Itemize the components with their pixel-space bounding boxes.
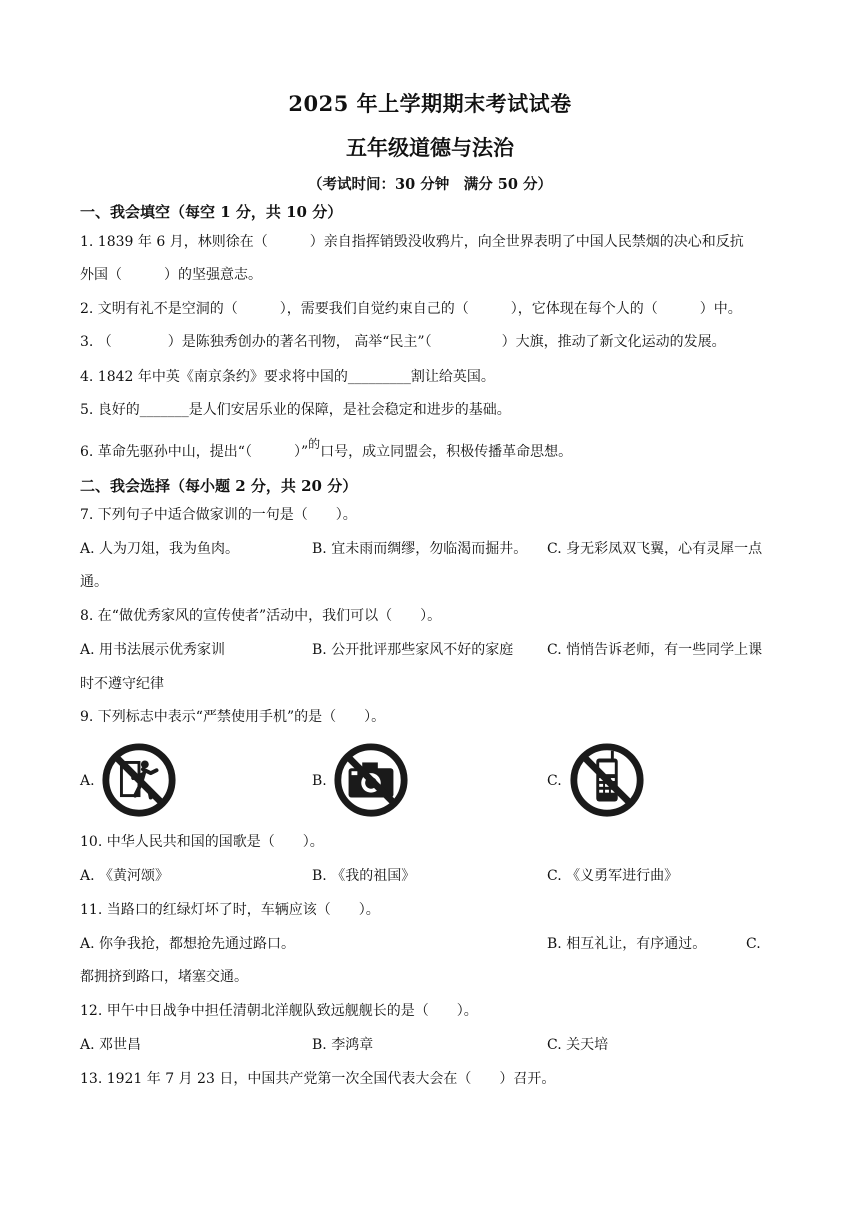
question-6-before: 6. 革命先驱孙中山，提出“（ ）” (80, 444, 309, 460)
question-8-option-c-cont: 时不遵守纪律 (80, 676, 164, 692)
question-11-option-b: B. 相互礼让，有序通过。 (547, 936, 707, 952)
question-10-option-b: B. 《我的祖国》 (312, 868, 416, 884)
question-9-option-c: C. (547, 773, 562, 789)
question-11: 11. 当路口的红绿灯坏了时，车辆应该（ ）。 (80, 902, 380, 918)
question-4: 4. 1842 年中英《南京条约》要求将中国的_________割让给英国。 (80, 369, 495, 385)
question-7-option-c: C. 身无彩凤双飞翼，心有灵犀一点 (547, 541, 763, 557)
no-entry-person-icon (100, 741, 178, 819)
question-10-option-c: C. 《义勇军进行曲》 (547, 868, 679, 884)
question-9-option-a: A. (80, 773, 95, 789)
question-7-option-c-cont: 通。 (80, 574, 108, 590)
question-1-line2: 外国（ ）的坚强意志。 (80, 267, 262, 283)
question-6 (80, 437, 573, 462)
question-8-option-a: A. 用书法展示优秀家训 (80, 642, 226, 658)
exam-subject: 五年级道德与法治 (346, 135, 514, 160)
question-8-option-c: C. 悄悄告诉老师，有一些同学上课 (547, 642, 763, 658)
question-2: 2. 文明有礼不是空洞的（ ），需要我们自觉约束自己的（ ），它体现在每个人的（ ）中。 (80, 301, 742, 317)
section1-heading: 一、我会填空（每空 1 分，共 10 分） (80, 203, 343, 221)
question-12-option-a: A. 邓世昌 (80, 1037, 142, 1053)
question-13: 13. 1921 年 7 月 23 日，中国共产党第一次全国代表大会在（ ）召开。 (80, 1071, 556, 1087)
no-camera-icon (332, 741, 410, 819)
question-3: 3. （ ）是陈独秀创办的著名刊物， 高举“民主”（ ）大旗，推动了新文化运动的发展。 (80, 334, 726, 350)
question-9-option-b: B. (312, 773, 327, 789)
question-7: 7. 下列句子中适合做家训的一句是（ ）。 (80, 507, 357, 523)
question-11-option-a: A. 你争我抢，都想抢先通过路口。 (80, 936, 296, 952)
section2-heading: 二、我会选择（每小题 2 分，共 20 分） (80, 477, 358, 495)
question-11-option-c: C. (746, 936, 761, 952)
question-8-option-b: B. 公开批评那些家风不好的家庭 (312, 642, 514, 658)
question-9: 9. 下列标志中表示“严禁使用手机”的是（ ）。 (80, 709, 386, 725)
question-11-option-c-cont: 都拥挤到路口，堵塞交通。 (80, 969, 248, 985)
question-12: 12. 甲午中日战争中担任清朝北洋舰队致远舰舰长的是（ ）。 (80, 1003, 478, 1019)
question-8: 8. 在“做优秀家风的宣传使者”活动中，我们可以（ ）。 (80, 608, 442, 624)
no-mobile-phone-icon (568, 741, 646, 819)
question-5: 5. 良好的_______是人们安居乐业的保障，是社会稳定和进步的基础。 (80, 402, 511, 418)
exam-info: （考试时间：30 分钟 满分 50 分） (308, 176, 552, 193)
question-7-option-b: B. 宜未雨而绸缪，勿临渴而掘井。 (312, 541, 528, 557)
question-10-option-a: A. 《黄河颂》 (80, 868, 170, 884)
question-12-option-b: B. 李鸿章 (312, 1037, 374, 1053)
question-10: 10. 中华人民共和国的国歌是（ ）。 (80, 834, 324, 850)
question-12-option-c: C. 关天培 (547, 1037, 609, 1053)
question-1-line1: 1. 1839 年 6 月，林则徐在（ ）亲自指挥销毁没收鸦片，向全世界表明了中国人民禁烟的决心和反抗 (80, 234, 744, 250)
question-7-option-a: A. 人为刀俎，我为鱼肉。 (80, 541, 240, 557)
question-6-superscript: 的 (308, 437, 321, 451)
exam-title: 2025 年上学期期末考试试卷 (288, 91, 572, 116)
question-6-after: 口号，成立同盟会，积极传播革命思想。 (320, 444, 573, 460)
